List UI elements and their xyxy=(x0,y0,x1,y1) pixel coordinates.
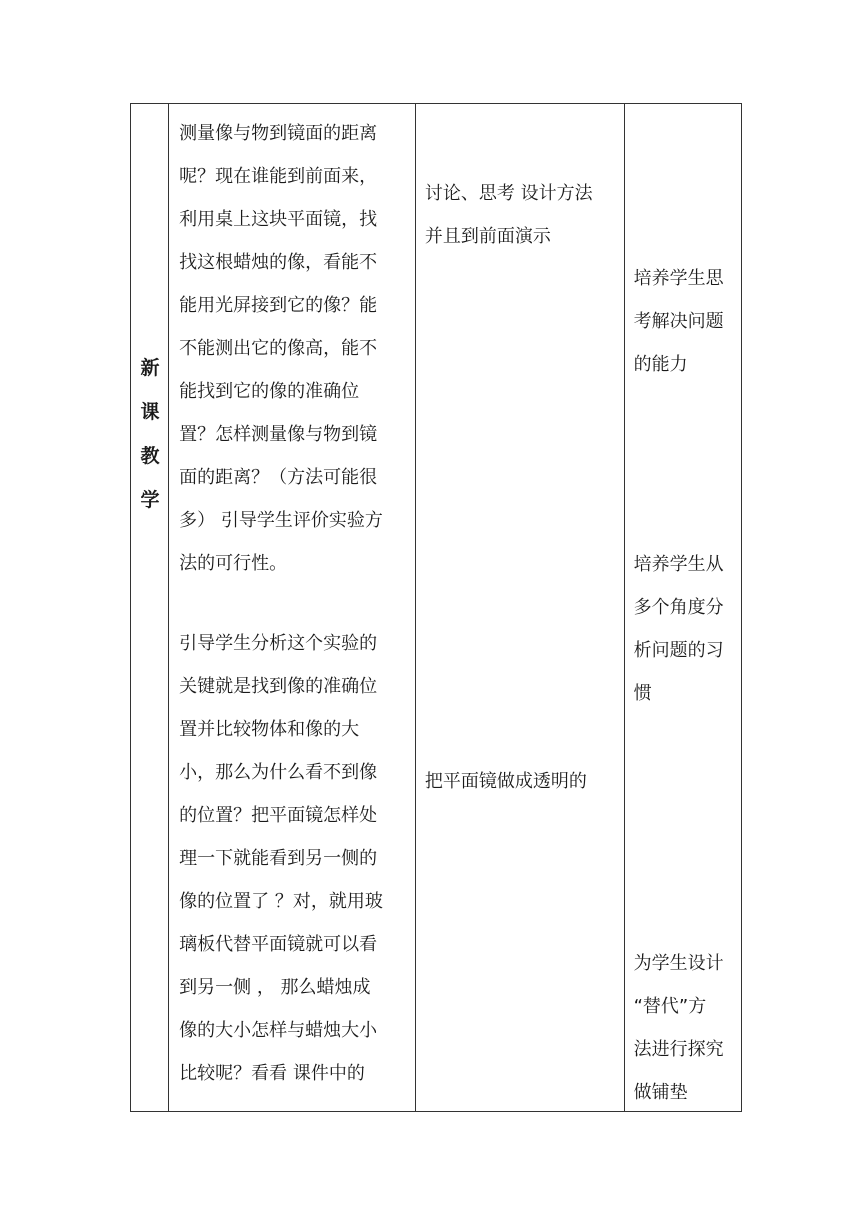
text-line: 找这根蜡烛的像，看能不 xyxy=(179,252,378,273)
table-row xyxy=(131,104,742,1112)
text-line: 多） 引导学生评价实验方 xyxy=(179,510,383,531)
text-line: 的能力 xyxy=(633,354,688,375)
text-line: 析问题的习 xyxy=(633,640,724,661)
section-char: 新 xyxy=(140,357,160,379)
intent-block-2 xyxy=(634,543,737,715)
text-line: 能用光屏接到它的像？能 xyxy=(179,295,378,316)
text-line: 惯 xyxy=(633,683,652,704)
section-char: 课 xyxy=(140,401,160,423)
section-char: 教 xyxy=(140,445,160,467)
text-line: 利用桌上这块平面镜，找 xyxy=(179,209,378,230)
text-line: 置并比较物体和像的大 xyxy=(179,719,360,740)
text-line: 培养学生从 xyxy=(633,554,724,575)
text-line: 做铺垫 xyxy=(633,1082,688,1103)
text-line: 并且到前面演示 xyxy=(424,226,551,247)
text-line: 多个角度分 xyxy=(633,597,724,618)
text-line: 为学生设计 xyxy=(633,953,724,974)
section-cell xyxy=(131,104,169,1112)
text-line: 璃板代替平面镜就可以看 xyxy=(179,934,378,955)
text-line: 关键就是找到像的准确位 xyxy=(179,676,378,697)
teacher-paragraph-2 xyxy=(179,622,409,1095)
text-line: 引导学生分析这个实验的 xyxy=(179,633,378,654)
text-line: 像的大小怎样与蜡烛大小 xyxy=(179,1020,378,1041)
text-line: 面的距离？（方法可能很 xyxy=(179,467,378,488)
text-line: 讨论、思考 设计方法 xyxy=(424,183,593,204)
text-line: 像的位置了 ？对，就用玻 xyxy=(179,891,383,912)
intent-block-1 xyxy=(634,257,737,386)
text-line: 不能测出它的像高，能不 xyxy=(179,338,378,359)
teacher-paragraph-1 xyxy=(179,112,409,585)
text-line: “替代”方 xyxy=(633,996,707,1017)
lesson-plan-table xyxy=(130,103,742,1112)
text-line: 能找到它的像的准确位 xyxy=(179,381,360,402)
text-line: 比较呢？看看 课件中的 xyxy=(179,1063,365,1084)
text-line: 的位置？把平面镜怎样处 xyxy=(179,805,378,826)
text-line: 理一下就能看到另一侧的 xyxy=(179,848,378,869)
text-line: 法的可行性。 xyxy=(179,553,288,574)
student-activity-cell xyxy=(415,104,624,1112)
design-intent-cell xyxy=(624,104,741,1112)
text-line: 小，那么为什么看不到像 xyxy=(179,762,378,783)
text-line: 法进行探究 xyxy=(633,1039,724,1060)
text-line: 呢？现在谁能到前面来， xyxy=(179,166,378,187)
intent-block-3 xyxy=(634,942,737,1114)
student-block-1 xyxy=(425,172,620,258)
text-line: 置？怎样测量像与物到镜 xyxy=(179,424,378,445)
text-line: 测量像与物到镜面的距离 xyxy=(179,123,378,144)
text-line: 到另一侧 ， 那么蜡烛成 xyxy=(179,977,371,998)
section-char: 学 xyxy=(140,489,160,511)
text-line: 培养学生思 xyxy=(633,268,724,289)
teacher-activity-cell xyxy=(169,104,416,1112)
text-line: 把平面镜做成透明的 xyxy=(424,771,587,792)
text-line: 考解决问题 xyxy=(633,311,724,332)
section-label xyxy=(131,346,169,522)
student-block-2 xyxy=(425,760,620,803)
